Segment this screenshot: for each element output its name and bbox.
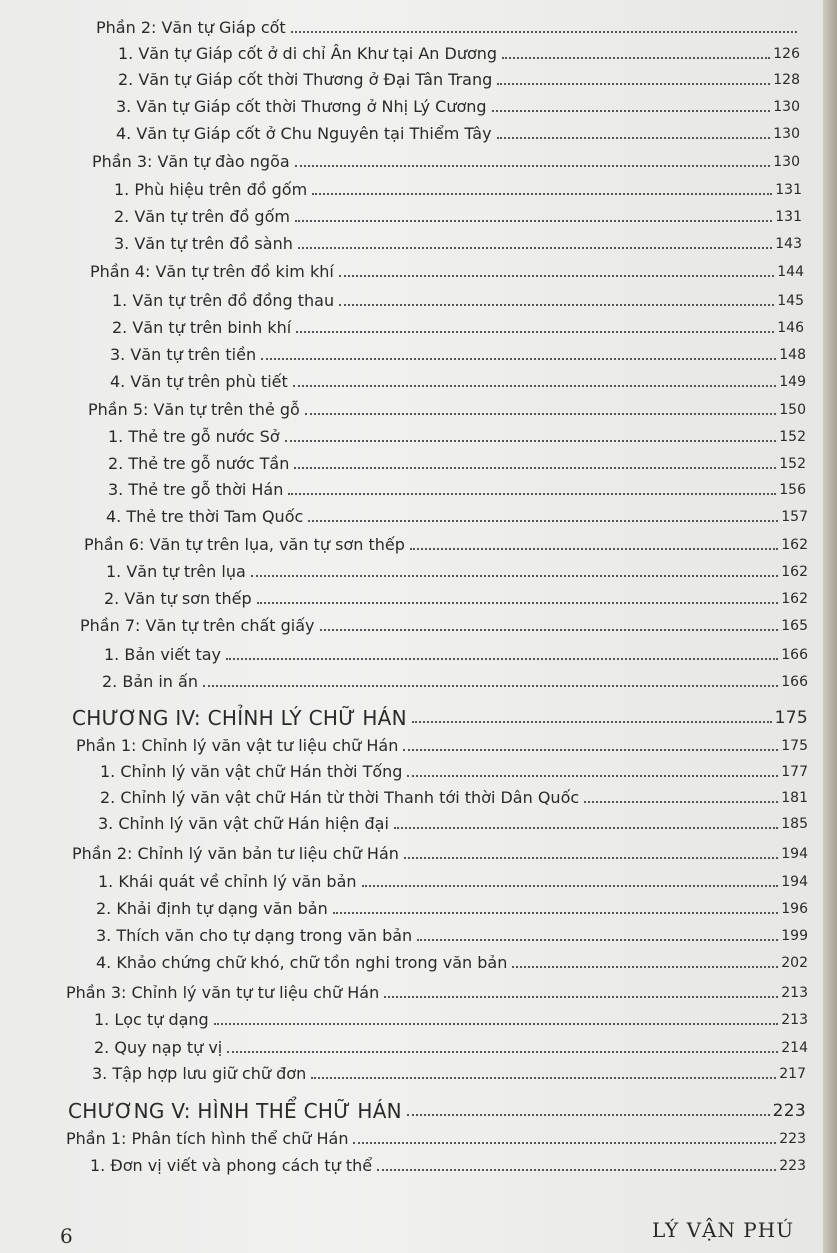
toc-entry-title: Phần 4: Văn tự trên đồ kim khí bbox=[90, 262, 334, 281]
toc-item bbox=[110, 366, 806, 392]
toc-entry-title: 3. Văn tự trên tiền bbox=[110, 345, 257, 364]
toc-entry-title: 1. Phù hiệu trên đồ gốm bbox=[114, 180, 308, 199]
toc-entry-page: 223 bbox=[779, 1158, 806, 1174]
toc-item bbox=[94, 1032, 808, 1058]
toc-chapter bbox=[68, 1091, 806, 1121]
toc-entry-page: 152 bbox=[779, 429, 806, 445]
toc-part bbox=[66, 977, 808, 1003]
toc-item bbox=[114, 174, 802, 200]
toc-entry-page: 166 bbox=[781, 674, 808, 690]
toc-entry-page: 143 bbox=[775, 236, 802, 252]
dot-leader bbox=[584, 801, 778, 803]
dot-leader bbox=[285, 440, 777, 442]
toc-entry-title: Phần 2: Chỉnh lý văn bản tư liệu chữ Hán bbox=[72, 844, 399, 863]
page-number: 6 bbox=[60, 1224, 73, 1248]
toc-entry-title: 1. Chỉnh lý văn vật chữ Hán thời Tống bbox=[100, 762, 403, 781]
toc-item bbox=[114, 201, 802, 227]
toc-item bbox=[96, 893, 808, 919]
toc-entry-page: 130 bbox=[773, 126, 800, 142]
toc-item bbox=[104, 639, 808, 665]
toc-entry-title: 4. Thẻ tre thời Tam Quốc bbox=[106, 507, 304, 526]
toc-entry-title: 2. Văn tự trên binh khí bbox=[112, 318, 292, 337]
page-edge bbox=[823, 0, 837, 1253]
toc-entry-title: Phần 5: Văn tự trên thẻ gỗ bbox=[88, 400, 300, 419]
toc-entry-title: 2. Khải định tự dạng văn bản bbox=[96, 899, 328, 918]
dot-leader bbox=[417, 939, 778, 941]
toc-entry-title: 1. Văn tự trên đồ đồng thau bbox=[112, 291, 335, 310]
toc-entry-page: 214 bbox=[781, 1040, 808, 1056]
dot-leader bbox=[384, 996, 778, 998]
toc-item bbox=[110, 339, 806, 365]
toc-entry-page: 128 bbox=[773, 72, 800, 88]
dot-leader bbox=[305, 413, 776, 415]
dot-leader bbox=[362, 885, 779, 887]
toc-entry-title: 2. Văn tự Giáp cốt thời Thương ở Đại Tân Trang bbox=[118, 70, 493, 89]
dot-leader bbox=[293, 385, 777, 387]
toc-part bbox=[84, 529, 808, 555]
toc-entry-page: 185 bbox=[781, 816, 808, 832]
toc-entry-page: 162 bbox=[781, 564, 808, 580]
toc-entry-page: 126 bbox=[773, 46, 800, 62]
dot-leader bbox=[227, 1051, 778, 1053]
toc-entry-page: 144 bbox=[777, 264, 804, 280]
toc-entry-title: 2. Bản in ấn bbox=[102, 672, 198, 691]
toc-entry-page: 213 bbox=[781, 1012, 808, 1028]
dot-leader bbox=[296, 331, 774, 333]
toc-entry-page: 199 bbox=[781, 928, 808, 944]
dot-leader bbox=[214, 1023, 779, 1025]
dot-leader bbox=[407, 775, 778, 777]
toc-entry-page: 130 bbox=[773, 99, 800, 115]
toc-item bbox=[96, 947, 808, 973]
toc-entry-page: 130 bbox=[773, 154, 800, 170]
toc-item bbox=[108, 474, 806, 500]
toc-entry-title: 3. Chỉnh lý văn vật chữ Hán hiện đại bbox=[98, 814, 389, 833]
toc-part bbox=[76, 730, 808, 756]
author-name: LÝ VẬN PHÚ bbox=[652, 1218, 795, 1242]
toc-item bbox=[96, 920, 808, 946]
toc-entry-page: 181 bbox=[781, 790, 808, 806]
toc-entry-title: 1. Thẻ tre gỗ nước Sở bbox=[108, 427, 280, 446]
toc-item bbox=[106, 556, 808, 582]
dot-leader bbox=[339, 304, 774, 306]
dot-leader bbox=[312, 193, 772, 195]
toc-item bbox=[118, 38, 800, 64]
toc-entry-page: 202 bbox=[781, 955, 808, 971]
toc-item bbox=[100, 756, 808, 782]
toc-entry-page: 162 bbox=[781, 537, 808, 553]
toc-entry-title: 2. Văn tự trên đồ gốm bbox=[114, 207, 290, 226]
toc-entry-title: 1. Khái quát về chỉnh lý văn bản bbox=[98, 872, 357, 891]
toc-entry-title: Phần 3: Chỉnh lý văn tự tư liệu chữ Hán bbox=[66, 983, 380, 1002]
toc-entry-page: 148 bbox=[779, 347, 806, 363]
toc-entry-page: 157 bbox=[781, 509, 808, 525]
dot-leader bbox=[261, 358, 776, 360]
toc-entry-page: 131 bbox=[775, 182, 802, 198]
toc-item bbox=[98, 808, 808, 834]
toc-entry-page: 196 bbox=[781, 901, 808, 917]
toc-entry-page: 145 bbox=[777, 293, 804, 309]
toc-entry-title: Phần 1: Phân tích hình thể chữ Hán bbox=[66, 1129, 349, 1148]
toc-item bbox=[112, 285, 804, 311]
dot-leader bbox=[339, 275, 774, 277]
toc-entry-title: 3. Văn tự Giáp cốt thời Thương ở Nhị Lý Cương bbox=[116, 97, 487, 116]
toc-entry-page: 146 bbox=[777, 320, 804, 336]
dot-leader bbox=[288, 493, 776, 495]
toc-item bbox=[92, 1058, 806, 1084]
toc-part bbox=[88, 394, 806, 420]
toc-entry-page: 177 bbox=[781, 764, 808, 780]
toc-item bbox=[94, 1004, 808, 1030]
dot-leader bbox=[502, 57, 770, 59]
toc-entry-page: 152 bbox=[779, 456, 806, 472]
dot-leader bbox=[497, 137, 771, 139]
dot-leader bbox=[512, 966, 778, 968]
toc-entry-page: 166 bbox=[781, 647, 808, 663]
dot-leader bbox=[497, 83, 770, 85]
toc-chapter bbox=[72, 698, 808, 728]
toc-entry-title: 1. Văn tự Giáp cốt ở di chỉ Ân Khư tại An Dương bbox=[118, 44, 498, 63]
toc-entry-title: 2. Thẻ tre gỗ nước Tần bbox=[108, 454, 290, 473]
toc-entry-title: 2. Chỉnh lý văn vật chữ Hán từ thời Thanh tới thời Dân Quốc bbox=[100, 788, 580, 807]
toc-item bbox=[114, 228, 802, 254]
dot-leader bbox=[394, 827, 778, 829]
toc-entry-page: 194 bbox=[781, 874, 808, 890]
toc-entry-page: 175 bbox=[774, 708, 808, 728]
toc-entry-title: 4. Văn tự trên phù tiết bbox=[110, 372, 288, 391]
toc-entry-title: 3. Thích văn cho tự dạng trong văn bản bbox=[96, 926, 413, 945]
toc-entry-page: 175 bbox=[781, 738, 808, 754]
toc-part bbox=[72, 838, 808, 864]
toc-item bbox=[98, 866, 808, 892]
toc-item bbox=[108, 421, 806, 447]
dot-leader bbox=[353, 1142, 776, 1144]
dot-leader bbox=[311, 1077, 776, 1079]
toc-item bbox=[90, 1150, 806, 1176]
toc-item bbox=[106, 501, 808, 527]
dot-leader bbox=[377, 1169, 776, 1171]
toc-entry-title: 1. Văn tự trên lụa bbox=[106, 562, 246, 581]
toc-entry-title: 1. Đơn vị viết và phong cách tự thể bbox=[90, 1156, 373, 1175]
dot-leader bbox=[295, 220, 772, 222]
toc-entry-title: Phần 2: Văn tự Giáp cốt bbox=[96, 18, 286, 37]
toc-part bbox=[66, 1123, 806, 1149]
toc-item bbox=[100, 782, 808, 808]
dot-leader bbox=[412, 721, 772, 723]
toc-entry-title: CHƯƠNG V: HÌNH THỂ CHỮ HÁN bbox=[68, 1099, 402, 1123]
toc-entry-page: 165 bbox=[781, 618, 808, 634]
toc-entry-page: 223 bbox=[779, 1131, 806, 1147]
dot-leader bbox=[308, 520, 778, 522]
toc-entry-page: 213 bbox=[781, 985, 808, 1001]
dot-leader bbox=[333, 912, 779, 914]
dot-leader bbox=[492, 110, 771, 112]
toc-item bbox=[108, 448, 806, 474]
dot-leader bbox=[294, 467, 776, 469]
dot-leader bbox=[298, 247, 772, 249]
toc-entry-page: 149 bbox=[779, 374, 806, 390]
toc-item bbox=[116, 118, 800, 144]
toc-entry-page: 162 bbox=[781, 591, 808, 607]
toc-entry-title: 1. Bản viết tay bbox=[104, 645, 222, 664]
toc-part bbox=[90, 256, 804, 282]
dot-leader bbox=[410, 548, 778, 550]
toc-entry-title: Phần 7: Văn tự trên chất giấy bbox=[80, 616, 315, 635]
toc-item bbox=[116, 91, 800, 117]
dot-leader bbox=[404, 857, 778, 859]
dot-leader bbox=[251, 575, 778, 577]
dot-leader bbox=[291, 31, 797, 33]
toc-entry-page: 156 bbox=[779, 482, 806, 498]
toc-part bbox=[80, 610, 808, 636]
toc-entry-page: 194 bbox=[781, 846, 808, 862]
toc-entry-title: 3. Tập hợp lưu giữ chữ đơn bbox=[92, 1064, 307, 1083]
dot-leader bbox=[226, 658, 778, 660]
toc-entry-page: 131 bbox=[775, 209, 802, 225]
toc-entry-title: 4. Khảo chứng chữ khó, chữ tồn nghi trong văn bản bbox=[96, 953, 508, 972]
toc-entry-title: 3. Thẻ tre gỗ thời Hán bbox=[108, 480, 284, 499]
toc-entry-title: 2. Văn tự sơn thếp bbox=[104, 589, 252, 608]
toc-entry-page: 217 bbox=[779, 1066, 806, 1082]
toc-entry-title: CHƯƠNG IV: CHỈNH LÝ CHỮ HÁN bbox=[72, 706, 407, 730]
toc-part bbox=[92, 146, 800, 172]
dot-leader bbox=[295, 165, 771, 167]
toc-item bbox=[118, 64, 800, 90]
toc-entry-title: Phần 1: Chỉnh lý văn vật tư liệu chữ Hán bbox=[76, 736, 399, 755]
toc-entry-title: 3. Văn tự trên đồ sành bbox=[114, 234, 293, 253]
toc-item bbox=[104, 583, 808, 609]
toc-entry-title: 4. Văn tự Giáp cốt ở Chu Nguyên tại Thiểm Tây bbox=[116, 124, 492, 143]
dot-leader bbox=[407, 1114, 770, 1116]
toc-entry-page: 223 bbox=[772, 1101, 806, 1121]
dot-leader bbox=[203, 685, 778, 687]
toc-entry-title: Phần 3: Văn tự đào ngõa bbox=[92, 152, 290, 171]
toc-entry-page: 150 bbox=[779, 402, 806, 418]
toc-item bbox=[102, 666, 808, 692]
toc-entry-title: Phần 6: Văn tự trên lụa, văn tự sơn thếp bbox=[84, 535, 405, 554]
dot-leader bbox=[403, 749, 778, 751]
toc-part bbox=[96, 12, 800, 38]
toc-item bbox=[112, 312, 804, 338]
toc-entry-title: 2. Quy nạp tự vị bbox=[94, 1038, 223, 1057]
dot-leader bbox=[257, 602, 779, 604]
dot-leader bbox=[320, 629, 779, 631]
toc-entry-title: 1. Lọc tự dạng bbox=[94, 1010, 209, 1029]
